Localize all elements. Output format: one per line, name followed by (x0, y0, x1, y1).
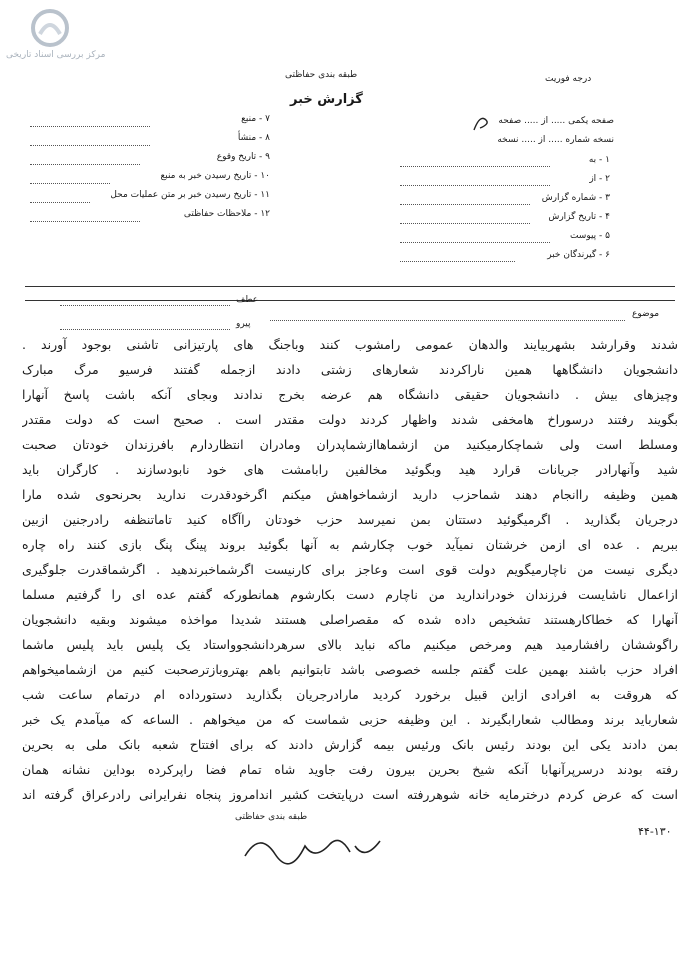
signature-scribble-icon (240, 826, 390, 866)
body-line: دانشجویان دانشگاهها همین ناراکردند شعارهای زشتی دادند ازجمله گفتند فرسیو مرگ مبارک (22, 362, 678, 377)
body-line: بمن دادند یکی این بودند رئیس بانک ورئیس بیمه گزارش دادند که برای افتتاح شعبه بانک ملی به بحرین (22, 737, 678, 752)
body-line: که هروقت به افرادی ازاین قبیل برخورد کردید مارادرجریان بگذارید دستورداده ام درتمام ساعت شب (22, 687, 678, 702)
body-line: شید وآنهارادر جریانات قرارد هید وبگوئید مخالفین رابامشت های خود نابودسازند . کارگران باید (22, 462, 678, 477)
body-line: آنهارا که خطاکارهستند تشخیص داده شده که مقصراصلی هستند شدیدا مواخذه میشوند وبقیه دانشجویان (22, 612, 678, 627)
report-title: گزارش خبر (290, 92, 363, 107)
document-number: ۴۴-۱۳۰ (638, 825, 672, 838)
form-item-report-date: ۴ - تاریخ گزارش (548, 212, 610, 222)
form-item-security-notes: ۱۲ - ملاحظات حفاظتی (183, 209, 270, 219)
copy-number-line: نسخه شماره ..... از ..... نسخه (497, 135, 614, 145)
form-item-event-date: ۹ - تاریخ وقوع (216, 152, 270, 162)
atf-label: عطف (236, 295, 259, 305)
page-count-line: صفحه یکمی ..... از ..... صفحه (498, 116, 614, 126)
form-item-recipients: ۶ - گیرندگان خبر (547, 250, 610, 260)
archive-logo-icon (30, 8, 70, 48)
form-item-source-receipt-date: ۱۰ - تاریخ رسیدن خبر به منبع (160, 171, 270, 181)
form-right-items (390, 155, 610, 269)
body-line: رفته بودند درسرپرآنهابا آنکه شیخ بحرین بیرون رفت جاوید شاه تمام فضا راپرکرده بوداین نشانه همان (22, 762, 678, 777)
body-line: ومسلط است ولی شماچکارمیکنید من ازشماهاازشماپدران ومادران انتظاردارم بافرزندان خودتان صحبت (22, 437, 678, 452)
body-line: راگوششان رافشارمید هیم ومرخص میکنیم ماکه نباید بالای سرهردانشجوواستاد یک پلیس باید پلیس ماشما (22, 637, 678, 652)
body-line: شعارباید برند ومطالب شعارابگیرند . این وظیفه حزبی شماست که من میخواهم . الساعه که میآمدم یک خبر (22, 712, 678, 727)
form-item-attachment: ۵ - پیوست (569, 231, 610, 241)
body-line: همین وظیفه راانجام دهند شماحزب دارید ازشماخواهش میکنم اگرخودقدرت ندارید بحرنحوی شده مارا (22, 487, 678, 502)
body-line: دیگری نیست من ناچارمیگویم دولت قوی است وعاجز برای کارنیست اگرشماخبرندهید . اگرشماقدرت جلوگیری (22, 562, 678, 577)
subject-label: موضوع (632, 309, 660, 319)
body-line: افراد حزب باشند بهمین علت گفتم جلسه خصوصی باشد تابتوانیم باهم بهتروبازترصحبت کنیم من ازشمامیخواهم (22, 662, 678, 677)
form-left-items (110, 114, 270, 228)
body-line: شدند وقرارشد بشهربیایند والدهان عمومی رامشوب کنند وباجنگ های پارتیزانی تاشنی بوجود آورند . (22, 337, 678, 352)
classification-top: طبقه بندی حفاظتی (285, 70, 358, 80)
body-line: وچیزهای بیش . دانشجویان حقیقی دانشگاه هم عرضه بخرج ندادند وبجای آنکه باشت پاسخ آنهارا (22, 387, 678, 402)
watermark-text: مرکز بررسی اسناد تاریخی (6, 50, 106, 60)
form-item-to: ۱ - به (588, 155, 610, 165)
body-line: ببریم . عده ای ازمن خرشتان نمیآید خوب چکارشم به آنها بگوئید بروند پینگ پنگ بازی کنند راه چاره (22, 537, 678, 552)
peyro-label: پیرو (236, 319, 251, 329)
body-line: بگویند رفتند درسوراخ هامخفی شدند واظهار کردند دولت مقتدر است . صحیح است که دولت مقتدر (22, 412, 678, 427)
classification-bottom: طبقه بندی حفاظتی (235, 812, 308, 822)
form-item-from: ۲ - از (589, 174, 610, 184)
body-line: است که عرض کردم درخترمایه خانه شوهررفته است درپایتخت کشیر اندامروز پنجاه نفرایرانی رادرعراق گرفته اند (22, 787, 678, 802)
body-line: درجریان بگذارید . اگرمیگوئید دستتان بمن نمیرسد حزب خودتان راآگاه کنید تاماتنظفه رادرجنین ازبین (22, 512, 678, 527)
form-item-local-receipt-date: ۱۱ - تاریخ رسیدن خبر بر متن عملیات محل (110, 190, 270, 200)
priority-label: درجه فوریت (545, 74, 592, 84)
form-item-origin: ۸ - منشأ (237, 133, 270, 143)
body-line: ازاعمال ناشایست فرزندان خودراندارید من ناچارم دست بکارشوم همانطورکه گفتم عده ای را گرفتیم مسلما (22, 587, 678, 602)
form-item-source: ۷ - منبع (241, 114, 270, 124)
handwritten-mark-icon (470, 114, 492, 134)
form-item-report-number: ۳ - شماره گزارش (541, 193, 610, 203)
